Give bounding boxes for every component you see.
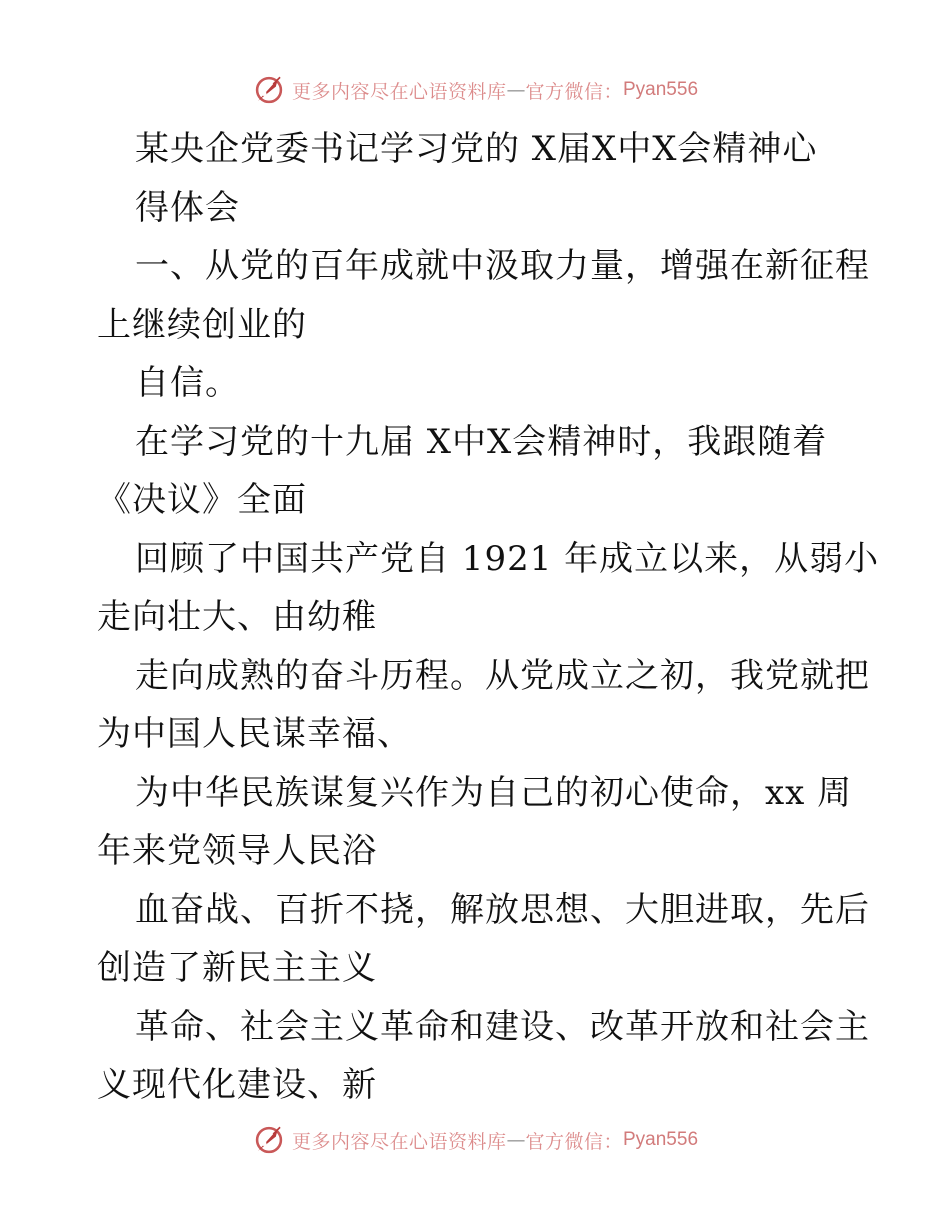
heading-line: 自信。	[135, 363, 240, 403]
heading-line: 上继续创业的	[97, 304, 307, 345]
watermark-header	[0, 70, 950, 110]
watermark-separator: —	[506, 79, 526, 101]
watermark-brand-text: 更多内容尽在心语资料库	[291, 1130, 507, 1153]
paragraph-line: 革命、社会主义革命和建设、改革开放和社会主	[135, 1006, 870, 1047]
paragraph-line: 在学习党的十九届 X中X会精神时，我跟随着	[135, 421, 828, 462]
watermark-footer	[0, 1120, 950, 1160]
document-body	[97, 120, 880, 1115]
watermark-wechat-id: Pyan556	[623, 1129, 699, 1150]
paragraph-line: 走向壮大、由幼稚	[97, 597, 377, 637]
paragraph-line: 年来党领导人民浴	[97, 831, 377, 871]
watermark-brand-text: 更多内容尽在心语资料库	[291, 80, 507, 103]
paragraph-line: 创造了新民主主义	[97, 948, 377, 988]
paragraph-line: 回顾了中国共产党自 1921 年成立以来，从弱小	[135, 538, 880, 579]
quill-pen-logo-icon	[252, 1123, 286, 1157]
watermark-label: 官方微信：	[525, 80, 623, 103]
title-line: 某央企党委书记学习党的 X届X中X会精神心	[135, 129, 818, 169]
heading-line: 一、从党的百年成就中汲取力量，增强在新征程	[135, 246, 870, 286]
watermark-wechat-id: Pyan556	[623, 79, 699, 100]
watermark-label: 官方微信：	[525, 1130, 623, 1153]
watermark-separator: —	[506, 1129, 526, 1151]
paragraph-line: 为中国人民谋幸福、	[97, 714, 412, 754]
paragraph-line: 为中华民族谋复兴作为自己的初心使命，xx 周	[135, 772, 853, 813]
paragraph-line: 血奋战、百折不挠，解放思想、大胆进取，先后	[135, 889, 870, 930]
paragraph-line: 走向成熟的奋斗历程。从党成立之初，我党就把	[135, 655, 870, 696]
quill-pen-logo-icon	[252, 73, 286, 107]
paragraph-line: 《决议》全面	[97, 480, 307, 520]
title-line: 得体会	[135, 187, 240, 228]
paragraph-line: 义现代化建设、新	[97, 1065, 377, 1105]
